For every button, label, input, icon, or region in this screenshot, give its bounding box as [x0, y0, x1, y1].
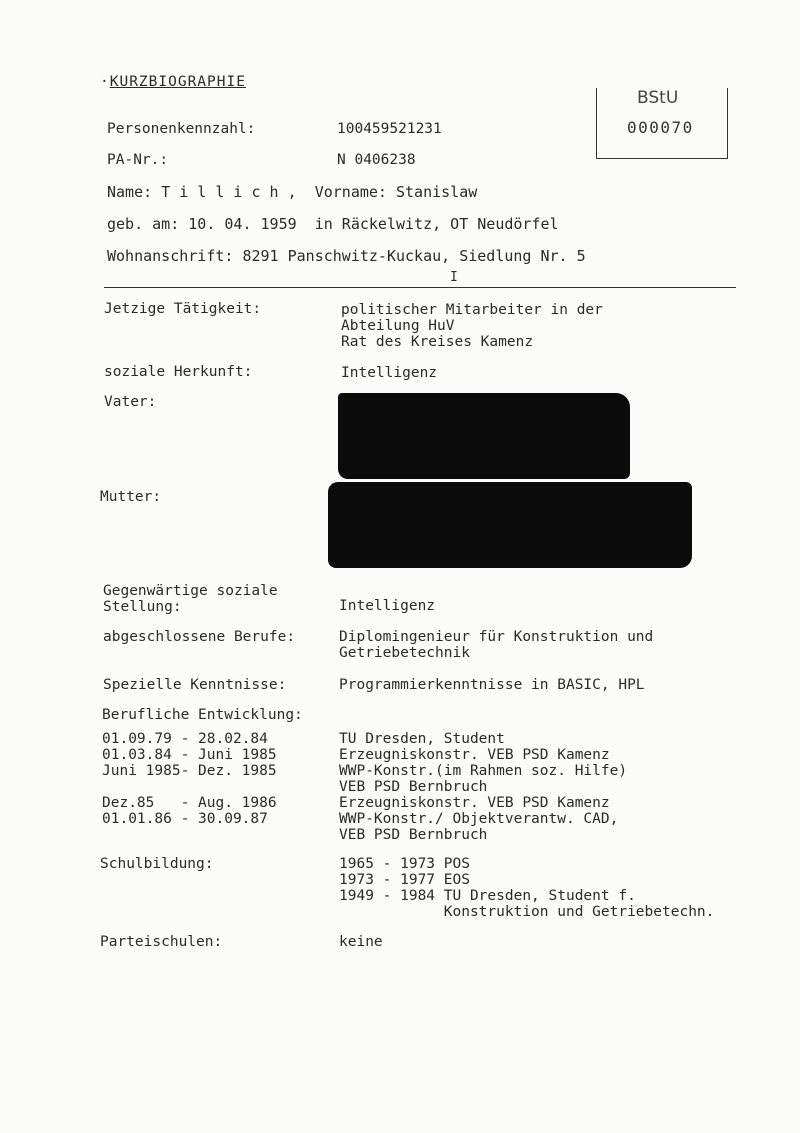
- stellung-value: Intelligenz: [339, 598, 436, 614]
- archive-stamp: [596, 88, 728, 159]
- entwicklung-dates-1: 01.09.79 - 28.02.84 01.03.84 - Juni 1985 Juni 1985- Dez. 1985: [102, 731, 277, 779]
- stellung-label: Gegenwärtige soziale Stellung:: [103, 583, 278, 615]
- herkunft-value: Intelligenz: [341, 365, 438, 381]
- entwicklung-label: Berufliche Entwicklung:: [102, 707, 303, 723]
- kenntnisse-label: Spezielle Kenntnisse:: [103, 677, 287, 693]
- berufe-value: Diplomingenieur für Konstruktion und Getriebetechnik: [339, 629, 654, 661]
- partei-value: keine: [339, 934, 383, 950]
- herkunft-label: soziale Herkunft:: [104, 364, 253, 380]
- pa-label: PA-Nr.:: [107, 152, 169, 168]
- stamp-label: BStU: [637, 88, 679, 108]
- taetigkeit-label: Jetzige Tätigkeit:: [104, 301, 262, 317]
- pkz-label: Personenkennzahl:: [107, 121, 256, 137]
- mutter-label: Mutter:: [100, 489, 162, 505]
- birth-line: geb. am: 10. 04. 1959 in Räckelwitz, OT Neudörfel: [107, 215, 559, 233]
- redaction-father: [338, 393, 630, 479]
- title-text: KURZBIOGRAPHIE: [109, 74, 246, 90]
- entwicklung-dates-2: Dez.85 - Aug. 1986 01.01.86 - 30.09.87: [102, 795, 277, 827]
- berufe-label: abgeschlossene Berufe:: [103, 629, 296, 645]
- stamp-number: 000070: [627, 118, 694, 137]
- divider-line: [104, 287, 736, 288]
- pkz-value: 100459521231: [337, 121, 442, 137]
- redaction-mother: [328, 482, 692, 568]
- entwicklung-values-1: TU Dresden, Student Erzeugniskonstr. VEB PSD Kamenz WWP-Konstr.(im Rahmen soz. Hilfe) VEB PSD Bernbruch: [339, 731, 628, 795]
- name-line: Name: T i l l i c h , Vorname: Stanislaw: [107, 183, 478, 201]
- entwicklung-values-2: Erzeugniskonstr. VEB PSD Kamenz WWP-Konstr./ Objektverantw. CAD, VEB PSD Bernbruch: [339, 795, 619, 843]
- schule-value: 1965 - 1973 POS 1973 - 1977 EOS 1949 - 1984 TU Dresden, Student f. Konstruktion und Getriebetechn.: [339, 856, 715, 920]
- document-title: ·KURZBIOGRAPHIE: [100, 74, 246, 90]
- schule-label: Schulbildung:: [100, 856, 214, 872]
- section-mark: I: [450, 270, 458, 285]
- address-line: Wohnanschrift: 8291 Panschwitz-Kuckau, Siedlung Nr. 5: [107, 247, 586, 265]
- taetigkeit-value: politischer Mitarbeiter in der Abteilung HuV Rat des Kreises Kamenz: [341, 302, 603, 350]
- kenntnisse-value: Programmierkenntnisse in BASIC, HPL: [339, 677, 645, 693]
- partei-label: Parteischulen:: [100, 934, 223, 950]
- pa-value: N 0406238: [337, 152, 416, 168]
- vater-label: Vater:: [104, 394, 157, 410]
